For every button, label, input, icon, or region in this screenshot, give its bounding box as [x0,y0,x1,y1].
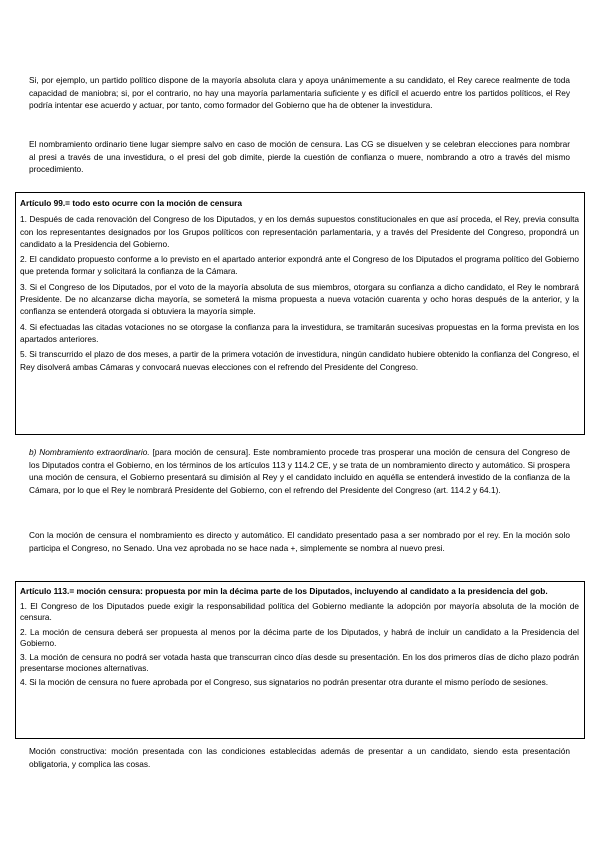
article-99-item-1: 1. Después de cada renovación del Congreso de los Diputados, y en los demás supuestos constitucionales en que así proceda, el Rey, previa consulta con los representantes designados por los Grupos políticos con representación parlamentaria, y a través del Presidente del Congreso, propondrá un candidato a la Presidencia del Gobierno. [20,214,579,249]
article-113-item-4: 4. Si la moción de censura no fuere aprobada por el Congreso, sus signatarios no podrán presentar otra durante el mismo período de sesiones. [20,677,549,688]
censure-motion-paragraph: Con la moción de censura el nombramiento es directo y automático. El candidato presentado pasa a ser nombrado por el rey. En la moción solo participa el Congreso, no Senado. Una vez aprobada no se hace nada +, simplemente se nombra al nuevo presi. [29,530,570,553]
article-113-item-2: 2. La moción de censura deberá ser propuesta al menos por la décima parte de los Diputados, y habrá de incluir un candidato a la Presidencia del Gobierno. [20,626,579,648]
article-99-item-4: 4. Si efectuadas las citadas votaciones no se otorgase la confianza para la investidura, se tramitarán sucesivas propuestas en la forma prevista en los apartados anteriores. [20,321,579,344]
article-113-box [15,581,585,739]
article-99-heading: Artículo 99.= todo esto ocurre con la moción de censura [20,198,242,208]
article-99-box [15,192,585,435]
article-113-item-3: 3. La moción de censura no podrá ser votada hasta que transcurran cinco días desde su presentación. En los dos primeros días de dicho plazo podrán presentarse mociones alternativas. [20,652,579,674]
intro-paragraph-1: Si, por ejemplo, un partido político dispone de la mayoría absoluta clara y apoya unánimemente a su candidato, el Rey carece realmente de toda capacidad de maniobra; si, por el contrario, no hay una mayoría parlamentaria suficiente y es difícil el acuerdo entre los partidos políticos, el Rey podría intentar ese acuerdo y actuar, por tanto, como formador del Gobierno que ha de obtener la investidura. [29,75,570,110]
article-99-item-5: 5. Si transcurrido el plazo de dos meses, a partir de la primera votación de investidura, ningún candidato hubiere obtenido la confianza del Congreso, el Rey disolverá ambas Cámaras y convocará nuevas elecciones con el refrendo del Presidente del Congreso. [20,349,579,372]
article-99-item-2: 2. El candidato propuesto conforme a lo previsto en el apartado anterior expondrá ante el Congreso de los Diputados el programa político del Gobierno que pretenda formar y solicitará la confianza de la Cámara. [20,254,579,277]
extraordinary-appointment-text: [para moción de censura]. Este nombramiento procede tras prosperar una moción de censura del Congreso de los Diputados contra el Gobierno, en los términos de los artículos 113 y 114.2 CE, y se trata de un nombramiento directo y automático. Si prospera una moción de censura, el Gobierno presentará su dimisión al Rey y el candidato incluido en aquélla se entenderá investido de la confianza de la Cámara, por lo que el Rey le nombrará Presidente del Gobierno, con el refrendo del Presidente del Congreso (art. 114.2 y 64.1). [29,447,570,495]
article-113-heading: Artículo 113.= moción censura: propuesta por min la décima parte de los Diputados, incluyendo al candidato a la presidencia del gob. [20,586,548,596]
article-113-item-1: 1. El Congreso de los Diputados puede exigir la responsabilidad política del Gobierno mediante la adopción por mayoría absoluta de la moción de censura. [20,601,579,623]
intro-paragraph-2: El nombramiento ordinario tiene lugar siempre salvo en caso de moción de censura. Las CG se disuelven y se celebran elecciones para nombrar al presi a través de una investidura, o el presi del gob dimite, pierde la cuestión de confianza o muere, nombrando a otro a través del mismo procedimiento. [29,139,570,174]
extraordinary-appointment-paragraph [29,446,570,496]
article-99-item-3: 3. Si el Congreso de los Diputados, por el voto de la mayoría absoluta de sus miembros, otorgara su confianza a dicho candidato, el Rey le nombrará Presidente. De no alcanzarse dicha mayoría, se someterá la misma propuesta a nueva votación cuarenta y ocho horas después de la anterior, y la confianza se entenderá otorgada si obtuviera la mayoría simple. [20,281,579,317]
constructive-motion-paragraph: Moción constructiva: moción presentada con las condiciones establecidas además de presentar a un candidato, siendo esta presentación obligatoria, y complica las cosas. [29,746,570,769]
extraordinary-appointment-title: b) Nombramiento extraordinario. [29,447,150,457]
